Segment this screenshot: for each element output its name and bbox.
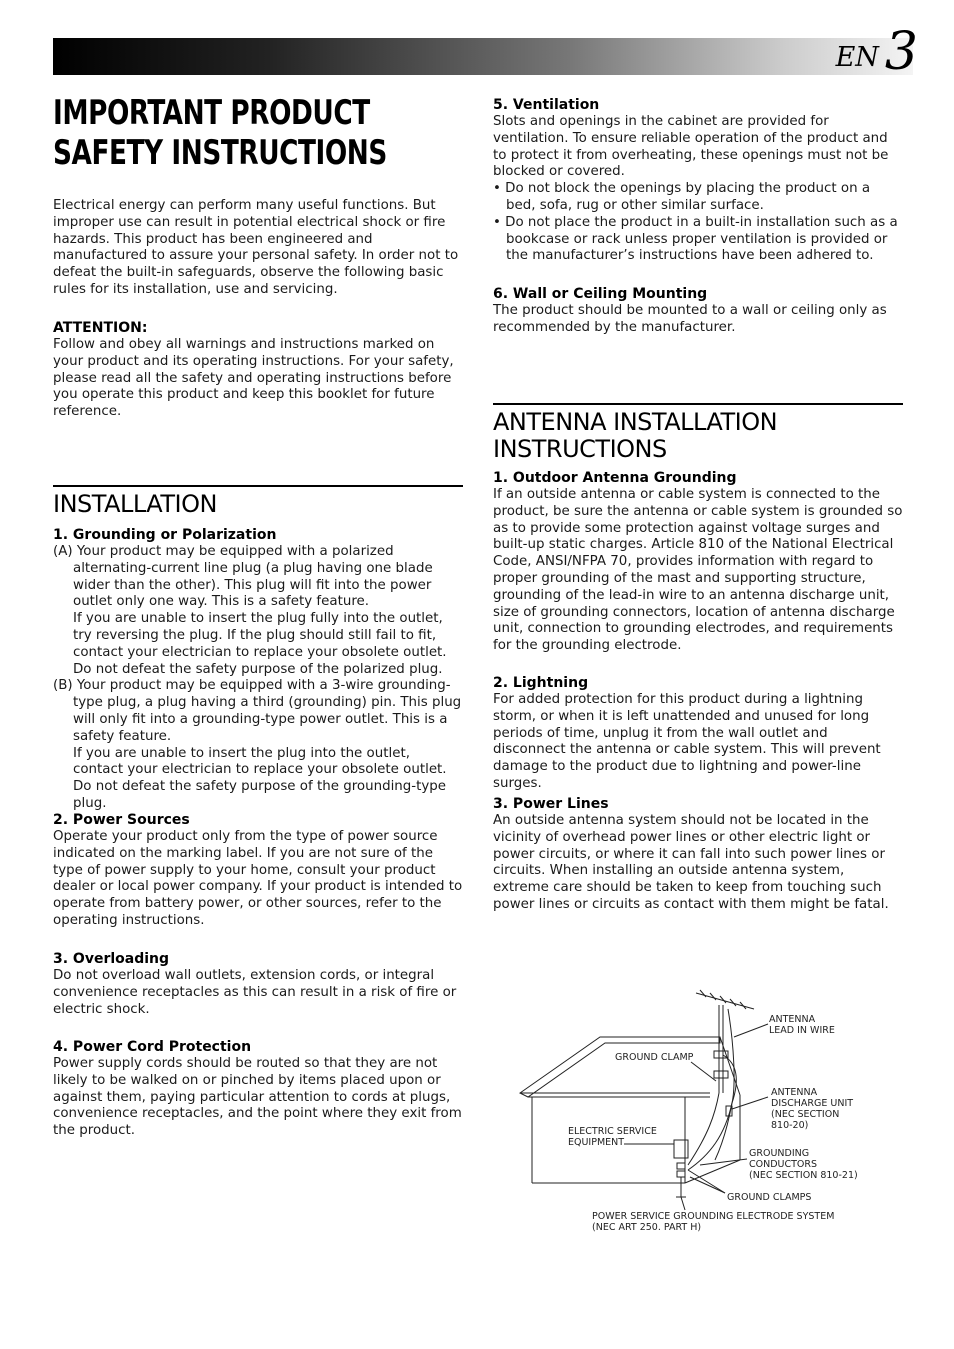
grounding-item-b: (B) Your product may be equipped with a 3-wire grounding-type plug, a plug having a third (grounding) pin. This plug will only fit into a grounding-type power outlet. This is a safety feature. <box>53 678 462 744</box>
page-number-value: 3 <box>884 22 918 82</box>
power-sources-block <box>53 811 463 930</box>
installation-section <box>53 485 463 813</box>
label-power-service: (NEC ART 250. PART H) <box>592 1222 702 1233</box>
ventilation-bullet: • Do not block the openings by placing the product on a bed, sofa, rug or other similar surface. <box>493 181 871 213</box>
label-electric-service: ELECTRIC SERVICE <box>568 1126 657 1137</box>
grounding-heading: 1. Grounding or Polarization <box>53 527 277 543</box>
power-cord-text: Power supply cords should be routed so that they are not likely to be walked on or pinched by items placed upon or against them, paying particular attention to cords at plugs, convenience receptacles, and the point where they exit from the product. <box>53 1056 462 1139</box>
header-gradient-bar <box>53 38 913 75</box>
attention-heading: ATTENTION: <box>53 320 148 336</box>
language-label: EN <box>835 42 879 73</box>
label-antenna-lead-in: ANTENNA <box>769 1014 816 1025</box>
label-discharge-unit: DISCHARGE UNIT <box>771 1098 854 1109</box>
power-sources-heading: 2. Power Sources <box>53 812 190 828</box>
power-cord-heading: 4. Power Cord Protection <box>53 1039 252 1055</box>
intro-text: Electrical energy can perform many useful functions. But improper use can result in potential electrical shock or fire hazards. This product has been engineered and manufactured to assure your personal safety. In order not to defeat the built-in safeguards, observe the following basic rules for its installation, use and servicing. <box>53 198 459 297</box>
ventilation-text: Slots and openings in the cabinet are provided for ventilation. To ensure reliable operation of the product and to protect it from overheating, these openings must not be blocked or covered. <box>493 114 889 180</box>
power-lines-heading: 3. Power Lines <box>493 796 609 812</box>
power-sources-text: Operate your product only from the type of power source indicated on the marking label. If you are not sure of the type of power supply to your home, consult your product dealer or local power company. If your product is intended to operate from battery power, or other sources, refer to the operating instructions. <box>53 829 463 928</box>
grounding-item-a: (A) Your product may be equipped with a polarized alternating-current line plug (a plug having one blade wider than the other). This plug will fit into the power outlet only one way. This is a safety feature. <box>53 544 433 610</box>
mounting-heading: 6. Wall or Ceiling Mounting <box>493 286 708 302</box>
lightning-block <box>493 674 903 793</box>
mounting-block <box>493 285 903 337</box>
installation-title: INSTALLATION <box>53 485 463 518</box>
lightning-heading: 2. Lightning <box>493 675 589 691</box>
page-number <box>835 22 918 82</box>
house-drawing <box>520 990 768 1210</box>
overloading-text: Do not overload wall outlets, extension cords, or integral convenience receptacles as this can result in a risk of fire or electric shock. <box>53 968 457 1017</box>
page-title: IMPORTANT PRODUCT SAFETY INSTRUCTIONS <box>53 93 387 173</box>
ventilation-heading: 5. Ventilation <box>493 97 600 113</box>
label-discharge-unit: ANTENNA <box>771 1087 818 1098</box>
overloading-heading: 3. Overloading <box>53 951 170 967</box>
outdoor-grounding-heading: 1. Outdoor Antenna Grounding <box>493 470 737 486</box>
intro-block <box>53 198 463 299</box>
label-ground-clamps: GROUND CLAMPS <box>727 1192 812 1203</box>
label-ground-clamp: GROUND CLAMP <box>615 1052 694 1063</box>
antenna-title: ANTENNA INSTALLATION INSTRUCTIONS <box>493 403 903 463</box>
ventilation-block <box>493 96 903 265</box>
label-grounding-conductors: (NEC SECTION 810-21) <box>749 1170 858 1181</box>
overloading-block <box>53 950 463 1018</box>
label-electric-service: EQUIPMENT <box>568 1137 625 1148</box>
label-power-service: POWER SERVICE GROUNDING ELECTRODE SYSTEM <box>592 1211 835 1222</box>
label-grounding-conductors: GROUNDING <box>749 1148 810 1159</box>
power-cord-block <box>53 1038 463 1140</box>
attention-text: Follow and obey all warnings and instructions marked on your product and its operating instructions. For your safety, please read all the safety and operating instructions before you operate this product and keep this booklet for future reference. <box>53 337 454 420</box>
label-grounding-conductors: CONDUCTORS <box>749 1159 818 1170</box>
power-lines-block <box>493 795 903 914</box>
antenna-grounding-diagram <box>510 985 880 1235</box>
label-discharge-unit: 810-20) <box>771 1120 809 1131</box>
attention-block <box>53 319 463 421</box>
label-antenna-lead-in: LEAD IN WIRE <box>769 1025 835 1036</box>
label-discharge-unit: (NEC SECTION <box>771 1109 840 1120</box>
grounding-item-a-cont: If you are unable to insert the plug fully into the outlet, try reversing the plug. If the plug should still fail to fit, contact your electrician to replace your obsolete outlet. Do not defeat the safety purpose of the polarized plug. <box>73 611 447 677</box>
mounting-text: The product should be mounted to a wall or ceiling only as recommended by the manufacturer. <box>493 303 887 335</box>
antenna-section <box>493 403 903 655</box>
grounding-item-b-cont: If you are unable to insert the plug into the outlet, contact your electrician to replace your obsolete outlet. Do not defeat the safety purpose of the grounding-type plug. <box>73 745 447 811</box>
lightning-text: For added protection for this product during a lightning storm, or when it is left unattended and unused for long periods of time, unplug it from the wall outlet and disconnect the antenna or cable system. This will prevent damage to the product due to lightning and power-line surges. <box>493 692 881 791</box>
ventilation-bullet: • Do not place the product in a built-in installation such as a bookcase or rack unless proper ventilation is provided or the manufacturer’s instructions have been adhered to. <box>493 214 898 264</box>
outdoor-grounding-text: If an outside antenna or cable system is connected to the product, be sure the antenna or cable system is grounded so as to provide some protection against voltage surges and built-up static charges. Article 810 of the National Electrical Code, ANSI/NFPA 70, provides information with regard to proper grounding of the mast and supporting structure, grounding of the lead-in wire to an antenna discharge unit, size of grounding connectors, location of antenna discharge unit, connection to grounding electrodes, and requirements for the grounding electrode. <box>493 487 903 654</box>
power-lines-text: An outside antenna system should not be located in the vicinity of overhead power lines or other electric light or power circuits, or where it can fall into such power lines or circuits. When installing an outside antenna system, extreme care should be taken to keep from touching such power lines or circuits as contact with them might be fatal. <box>493 813 889 912</box>
